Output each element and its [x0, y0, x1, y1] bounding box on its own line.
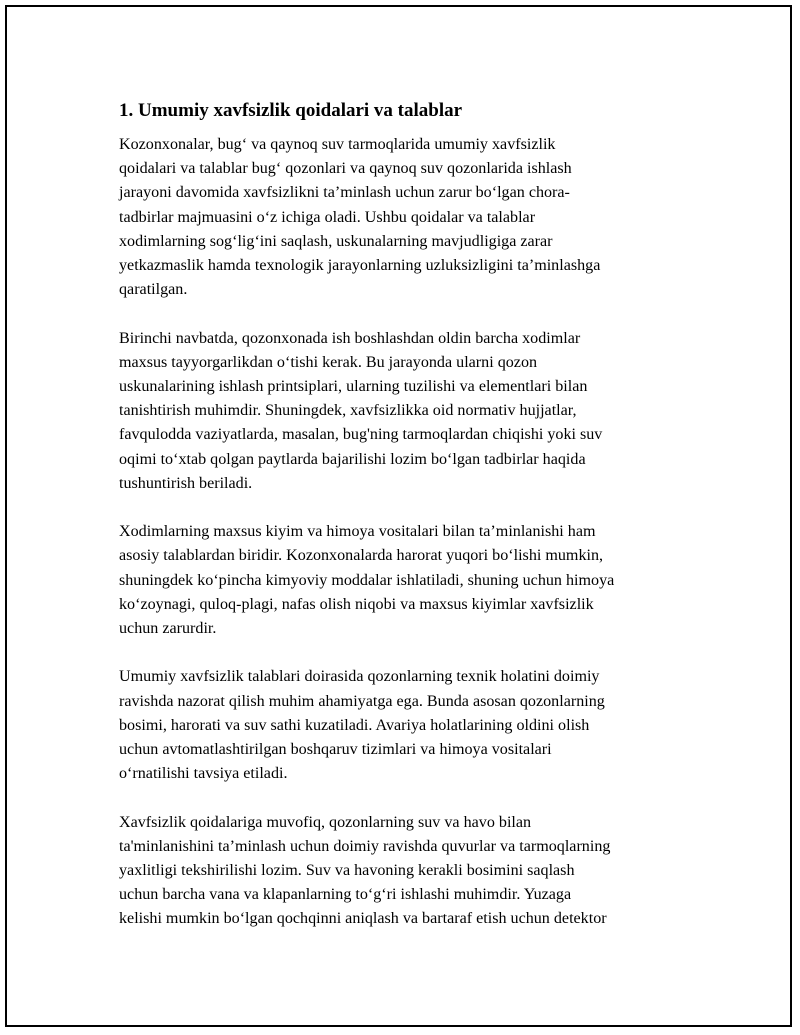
paragraph-4: Umumiy xavfsizlik talablari doirasida qozonlarning texnik holatini doimiy ravishda nazorat qilish muhim ahamiyatga ega. Bunda asosan qozonlarning bosimi, harorati va suv sathi kuzatiladi. Avariya holatlarining oldini olish uchun avtomatlashtirilgan boshqaruv tizimlari va himoya vositalari o‘rnatilishi tavsiya etiladi.: [119, 668, 605, 783]
page-frame: [5, 5, 792, 1027]
paragraph-3: Xodimlarning maxsus kiyim va himoya vositalari bilan ta’minlanishi ham asosiy talablardan biridir. Kozonxonalarda harorat yuqori bo‘lishi mumkin, shuningdek ko‘pincha kimyoviy moddalar ishlatiladi, shuning uchun himoya ko‘zoynagi, quloq-plagi, nafas olish niqobi va maxsus kiyimlar xavfsizlik uchun zarurdir.: [119, 523, 615, 638]
section-heading: 1. Umumiy xavfsizlik qoidalari va talablar: [119, 100, 463, 121]
paragraph-5: Xavfsizlik qoidalariga muvofiq, qozonlarning suv va havo bilan ta'minlanishini ta’minlash uchun doimiy ravishda quvurlar va tarmoqlarning yaxlitligi tekshirilishi lozim. Suv va havoning kerakli bosimini saqlash uchun barcha vana va klapanlarning to‘g‘ri ishlashi muhimdir. Yuzaga kelishi mumkin bo‘lgan qochqinni aniqlash va bartaraf etish uchun detektor: [119, 813, 611, 928]
document-body: [119, 97, 699, 956]
paragraph-2: Birinchi navbatda, qozonxonada ish boshlashdan oldin barcha xodimlar maxsus tayyorgarlikdan o‘tishi kerak. Bu jarayonda ularni qozon uskunalarining ishlash printsiplari, ularning tuzilishi va elementlari bilan tanishtirish muhimdir. Shuningdek, xavfsizlikka oid normativ hujjatlar, favqulodda vaziyatlarda, masalan, bug'ning tarmoqlardan chiqishi yoki suv oqimi to‘xtab qolgan paytlarda bajarilishi lozim bo‘lgan tadbirlar haqida tushuntirish beriladi.: [119, 329, 603, 492]
paragraph-1: Kozonxonalar, bug‘ va qaynoq suv tarmoqlarida umumiy xavfsizlik qoidalari va talablar bug‘ qozonlari va qaynoq suv qozonlarida ishlash jarayoni davomida xavfsizlikni ta’minlash uchun zarur bo‘lgan chora- tadbirlar majmuasini o‘z ichiga oladi. Ushbu qoidalar va talablar xodimlarning sog‘lig‘ini saqlash, uskunalarning mavjudligiga zarar yetkazmaslik hamda texnologik jarayonlarning uzluksizligini ta’minlashga qaratilgan.: [119, 136, 601, 299]
